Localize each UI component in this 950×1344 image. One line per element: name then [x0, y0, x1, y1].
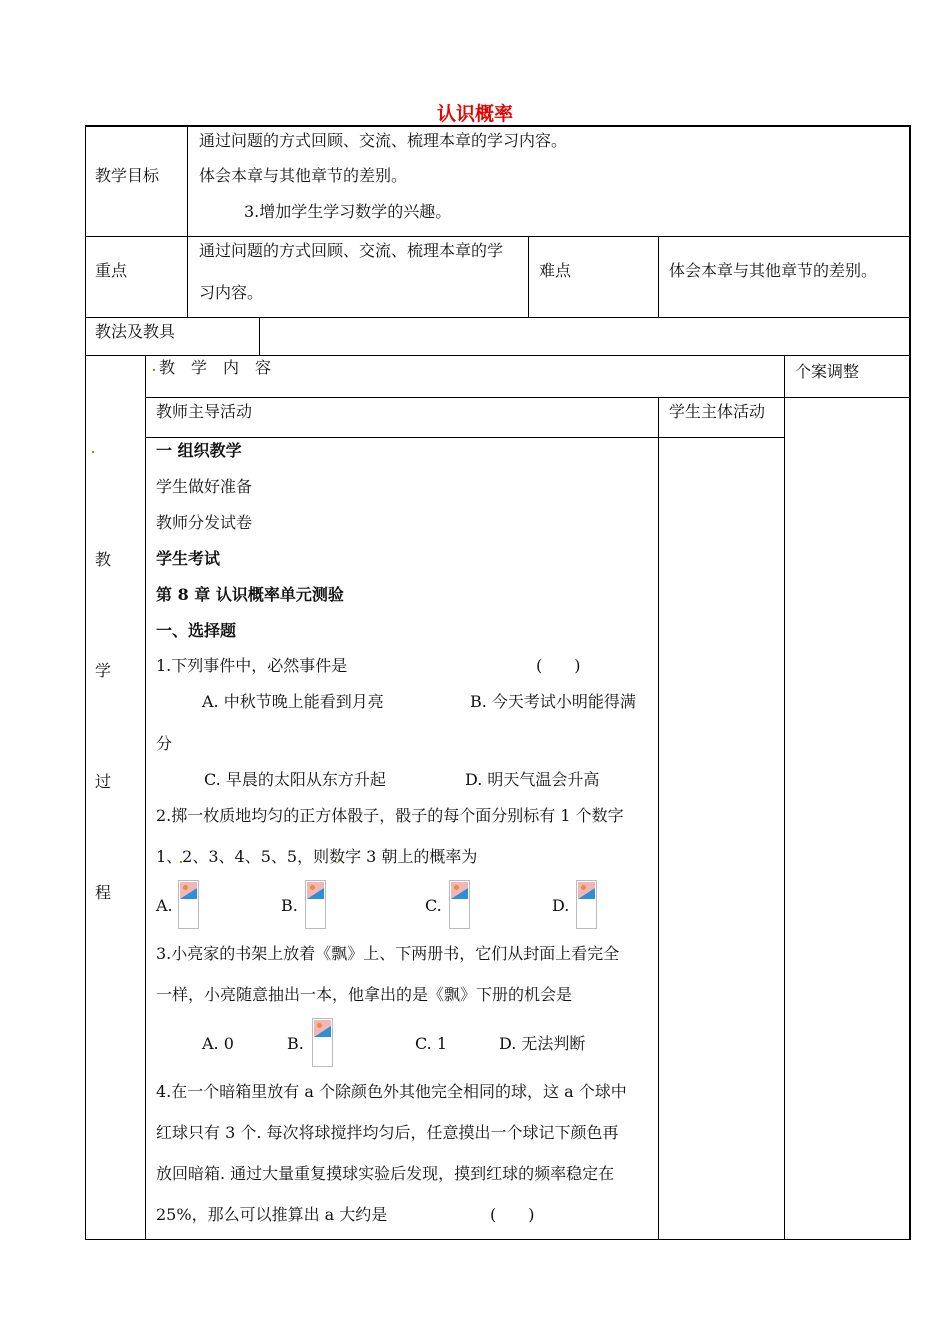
- fraction-image-icon: [576, 880, 597, 929]
- q2-option-c: C.: [425, 896, 442, 915]
- key-content-line-2: 习内容。: [199, 283, 264, 302]
- q2-option-a: A.: [156, 896, 173, 915]
- content-line: 学生做好准备: [156, 477, 253, 496]
- fraction-image-icon: [178, 880, 199, 929]
- page-title: 认识概率: [436, 103, 513, 125]
- q4-line-3: 放回暗箱. 通过大量重复摸球实验后发现，摸到红球的频率稳定在: [156, 1164, 615, 1183]
- q4-line-2: 红球只有 3 个. 每次将球搅拌均匀后，任意摸出一个球记下颜色再: [156, 1123, 619, 1142]
- q2-line-1: 2.掷一枚质地均匀的正方体骰子，骰子的每个面分别标有 1 个数字: [156, 806, 624, 825]
- side-char-3: 过: [95, 772, 112, 791]
- q1-option-b: B. 今天考试小明能得满: [470, 692, 636, 711]
- method-label: 教法及教具: [95, 322, 176, 341]
- q1-answer-paren: ( ): [536, 656, 581, 675]
- student-header: 学生主体活动: [669, 402, 766, 421]
- q3-option-b: B.: [287, 1034, 304, 1053]
- fraction-image-icon: [312, 1018, 333, 1067]
- fraction-image-icon: [305, 880, 326, 929]
- q4-line-1: 4.在一个暗箱里放有 a 个除颜色外其他完全相同的球，这 a 个球中: [156, 1082, 627, 1101]
- teacher-header: 教师主导活动: [156, 402, 253, 421]
- chapter-heading: 第 8 章 认识概率单元测验: [156, 585, 344, 604]
- q1-option-c: C. 早晨的太阳从东方升起: [204, 770, 386, 789]
- q3-line-1: 3.小亮家的书架上放着《飘》上、下两册书，它们从封面上看完全: [156, 944, 620, 963]
- q3-option-d: D. 无法判断: [499, 1034, 586, 1053]
- exam-heading: 学生考试: [156, 549, 221, 568]
- q3-line-2: 一样，小亮随意抽出一本，他拿出的是《飘》下册的机会是: [156, 985, 573, 1004]
- key-label: 重点: [95, 261, 128, 280]
- difficulty-content: 体会本章与其他章节的差别。: [669, 261, 878, 280]
- fraction-image-icon: [449, 880, 470, 929]
- goal-line-3: 3.增加学生学习数学的兴趣。: [244, 202, 452, 221]
- stray-mark: [92, 451, 94, 453]
- content-line: 教师分发试卷: [156, 513, 253, 532]
- side-char-1: 教: [95, 550, 112, 569]
- stray-mark: [153, 369, 155, 371]
- q1-stem: 1.下列事件中，必然事件是: [156, 656, 348, 675]
- adjust-header: 个案调整: [795, 362, 860, 381]
- section-heading-organize: 一 组织教学: [156, 441, 242, 460]
- q2-line-2: 1、2、3、4、5、5，则数字 3 朝上的概率为: [156, 847, 478, 866]
- q2-option-b: B.: [281, 896, 298, 915]
- key-content-line-1: 通过问题的方式回顾、交流、梳理本章的学: [199, 241, 504, 260]
- q4-line-4: 25%，那么可以推算出 a 大约是: [156, 1205, 388, 1224]
- goal-line-1: 通过问题的方式回顾、交流、梳理本章的学习内容。: [199, 131, 568, 150]
- q3-option-c: C. 1: [415, 1034, 448, 1053]
- q3-option-a: A. 0: [202, 1034, 234, 1053]
- side-char-4: 程: [95, 883, 112, 902]
- q1-option-d: D. 明天气温会升高: [465, 770, 600, 789]
- goals-label: 教学目标: [95, 166, 160, 185]
- goal-line-2: 体会本章与其他章节的差别。: [199, 166, 408, 185]
- q1-option-a: A. 中秋节晚上能看到月亮: [202, 692, 384, 711]
- side-char-2: 学: [95, 661, 112, 680]
- q2-option-d: D.: [552, 896, 570, 915]
- q1-option-b-cont: 分: [156, 734, 173, 753]
- q4-answer-paren: ( ): [490, 1205, 535, 1224]
- section-heading-choice: 一、选择题: [156, 621, 237, 640]
- difficulty-label: 难点: [539, 261, 572, 280]
- content-header: 教 学 内 容: [159, 358, 272, 377]
